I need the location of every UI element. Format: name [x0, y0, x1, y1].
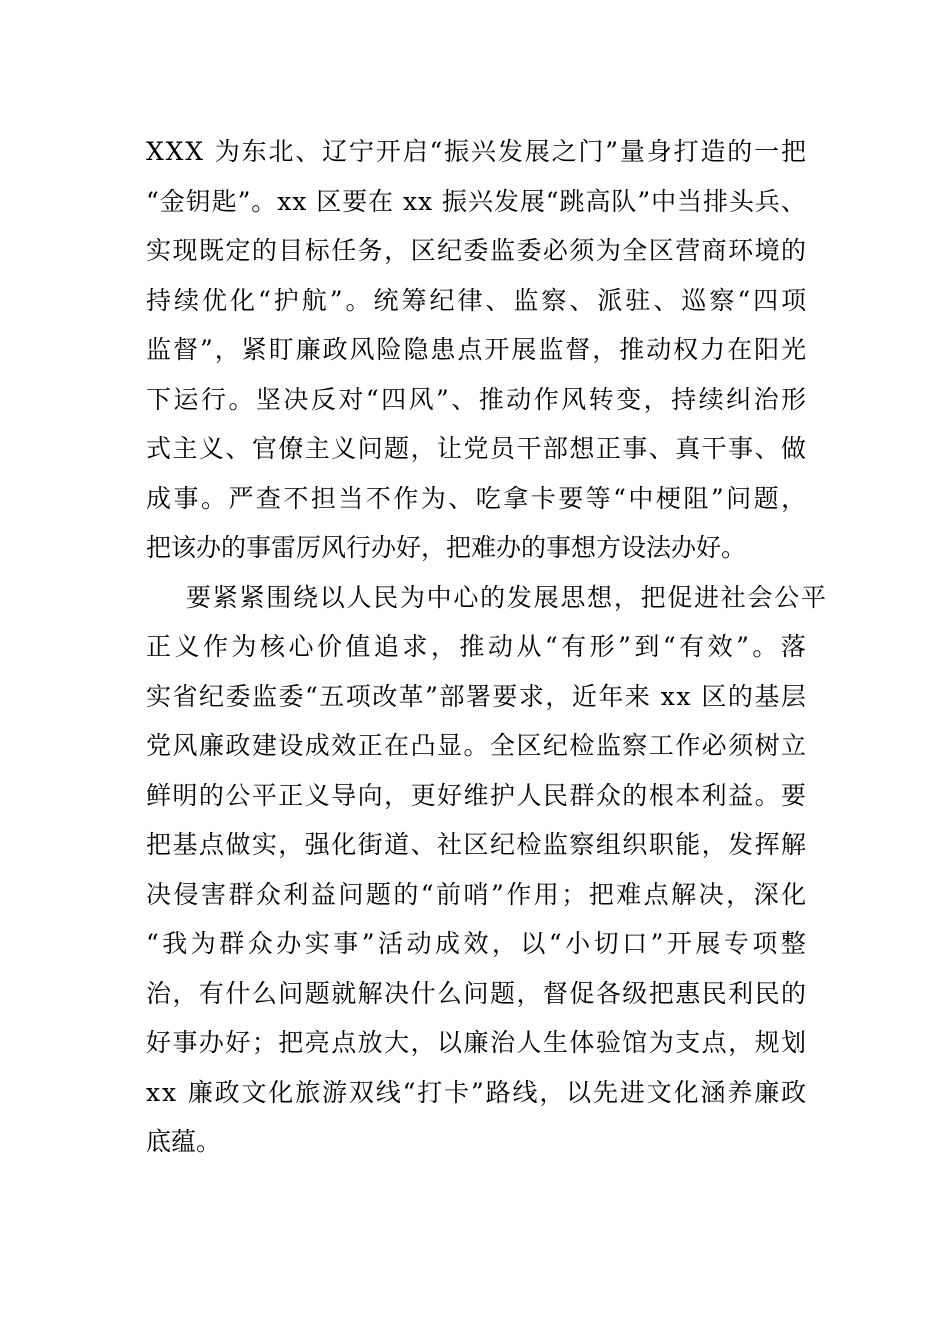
text-line: 治，有什么问题就解决什么问题，督促各级把惠民利民的 — [146, 978, 808, 1008]
text-line: “我为群众办实事”活动成效，以“小切口”开展专项整 — [146, 929, 810, 958]
text-line: 把基点做实，强化街道、社区纪检监察组织职能，发挥解 — [146, 830, 808, 859]
text-line: 成事。严查不担当不作为、吃拿卡要等“中梗阻”问题， — [146, 483, 809, 513]
text-line: 党风廉政建设成效正在凸显。全区纪检监察工作必须树立 — [146, 731, 808, 760]
text-line: 下运行。坚决反对“四风”、推动作风转变，持续纠治形 — [146, 384, 809, 414]
text-line: 实现既定的目标任务，区纪委监委必须为全区营商环境的 — [146, 236, 808, 265]
text-line: 决侵害群众利益问题的“前哨”作用；把难点解决，深化 — [146, 879, 809, 909]
text-line: 实省纪委监委“五项改革”部署要求，近年来 xx 区的基层 — [146, 681, 808, 711]
text-line: 好事办好；把亮点放大，以廉治人生体验馆为支点，规划 — [146, 1028, 808, 1057]
text-line: 要紧紧围绕以人民为中心的发展思想，把促进社会公平 — [186, 582, 828, 612]
text-line: xx 廉政文化旅游双线“打卡”路线，以先进文化涵养廉政 — [146, 1077, 808, 1107]
text-line: 把该办的事雷厉风行办好，把难办的事想方设法办好。 — [146, 533, 747, 562]
text-line: 持续优化“护航”。统筹纪律、监察、派驻、巡察“四项 — [146, 285, 810, 315]
text-line: XXX 为东北、辽宁开启“振兴发展之门”量身打造的一把 — [146, 137, 808, 166]
text-line: 正义作为核心价值追求，推动从“有形”到“有效”。落 — [146, 632, 810, 661]
text-line: 监督”，紧盯廉政风险隐患点开展监督，推动权力在阳光 — [146, 335, 809, 364]
text-line: 底蕴。 — [146, 1127, 222, 1156]
paragraph-1 — [146, 127, 826, 573]
paragraph-2 — [146, 573, 826, 1167]
text-line: 鲜明的公平正义导向，更好维护人民群众的根本利益。要 — [146, 780, 808, 810]
document-body — [146, 127, 826, 1167]
text-line: 式主义、官僚主义问题，让党员干部想正事、真干事、做 — [146, 434, 808, 463]
text-line: “金钥匙”。xx 区要在 xx 振兴发展“跳高队”中当排头兵、 — [146, 186, 807, 216]
